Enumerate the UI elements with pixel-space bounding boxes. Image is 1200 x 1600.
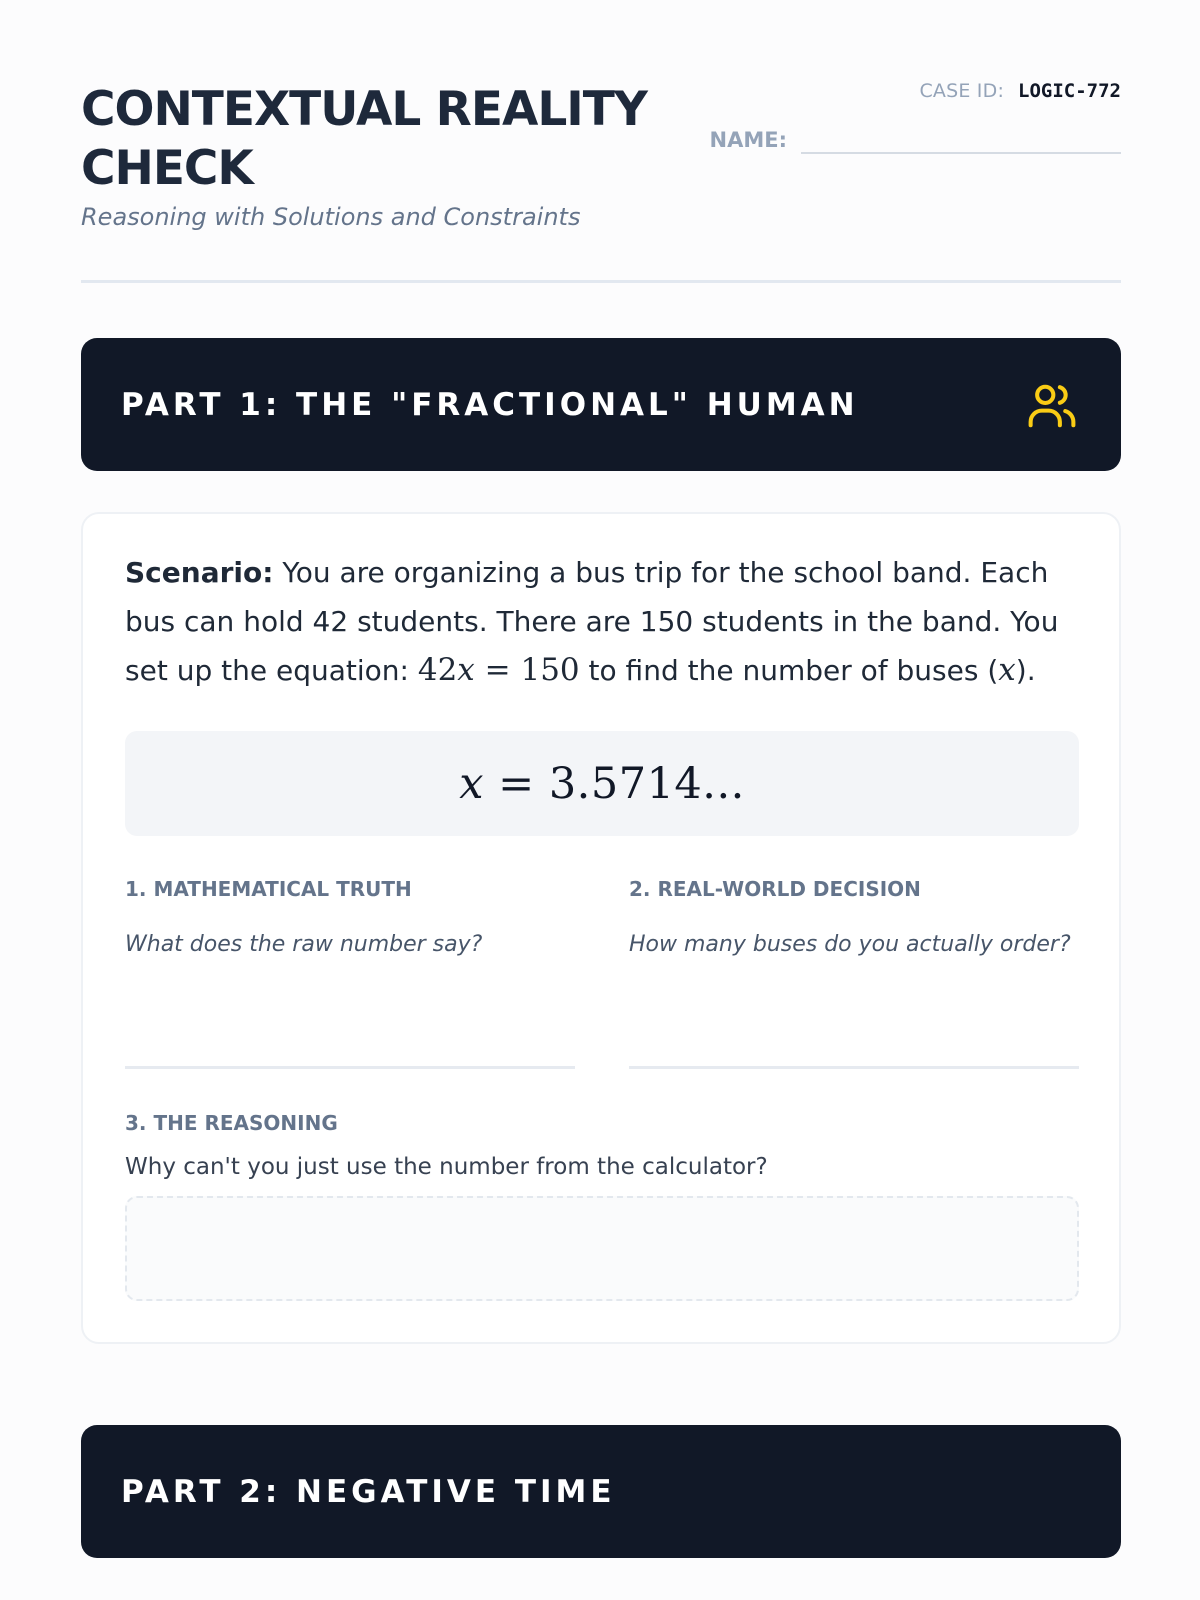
case-id-value: LOGIC-772 [1018,80,1121,102]
part1-title: PART 1: THE "FRACTIONAL" HUMAN [121,386,859,423]
case-id [919,80,1121,104]
part2-banner [81,1425,1121,1558]
question-2-label: 2. REAL-WORLD DECISION [629,877,921,901]
solution-equation [459,759,745,809]
page-subtitle: Reasoning with Solutions and Constraints [81,203,581,231]
question-1-prompt: What does the raw number say? [125,932,483,957]
part2-title: PART 2: NEGATIVE TIME [121,1473,616,1510]
users-icon [1025,378,1079,432]
question-1-answer-line[interactable] [125,1066,575,1069]
scenario-eq-var: x [457,652,475,688]
scenario-body: You are organizing a bus trip for the school band. Each bus can hold 42 students. There are 150 students in the band. You set up the equation: [125,556,1059,687]
scenario-body-2: to find the number of buses ( [588,654,999,687]
equation-rhs: = 3.5714... [498,758,745,809]
scenario-eq-coef: 42 [417,652,458,688]
equation-var: x [459,758,484,809]
scenario-eq-rhs: = 150 [484,652,580,688]
scenario-body-3: ). [1015,654,1036,687]
part1-banner [81,338,1121,471]
equation-box [125,731,1079,836]
header-divider [81,280,1121,283]
question-1-label: 1. MATHEMATICAL TRUTH [125,877,412,901]
page-title: CONTEXTUAL REALITY CHECK [81,82,647,196]
part1-card [81,512,1121,1344]
name-field[interactable] [801,120,1121,154]
question-2-answer-line[interactable] [629,1066,1079,1069]
question-3-label: 3. THE REASONING [125,1111,338,1135]
question-3-prompt: Why can't you just use the number from the calculator? [125,1154,768,1180]
scenario-lead: Scenario: [125,556,274,589]
name-field-row [710,120,1121,154]
question-3-answer-box[interactable] [125,1196,1079,1301]
name-label: NAME: [709,128,787,152]
case-id-label: CASE ID: [919,80,1005,102]
scenario-var: x [998,652,1016,688]
worksheet-header [81,80,1121,280]
scenario-equation [418,652,580,688]
scenario-text [125,548,1085,695]
question-2-prompt: How many buses do you actually order? [629,932,1071,957]
